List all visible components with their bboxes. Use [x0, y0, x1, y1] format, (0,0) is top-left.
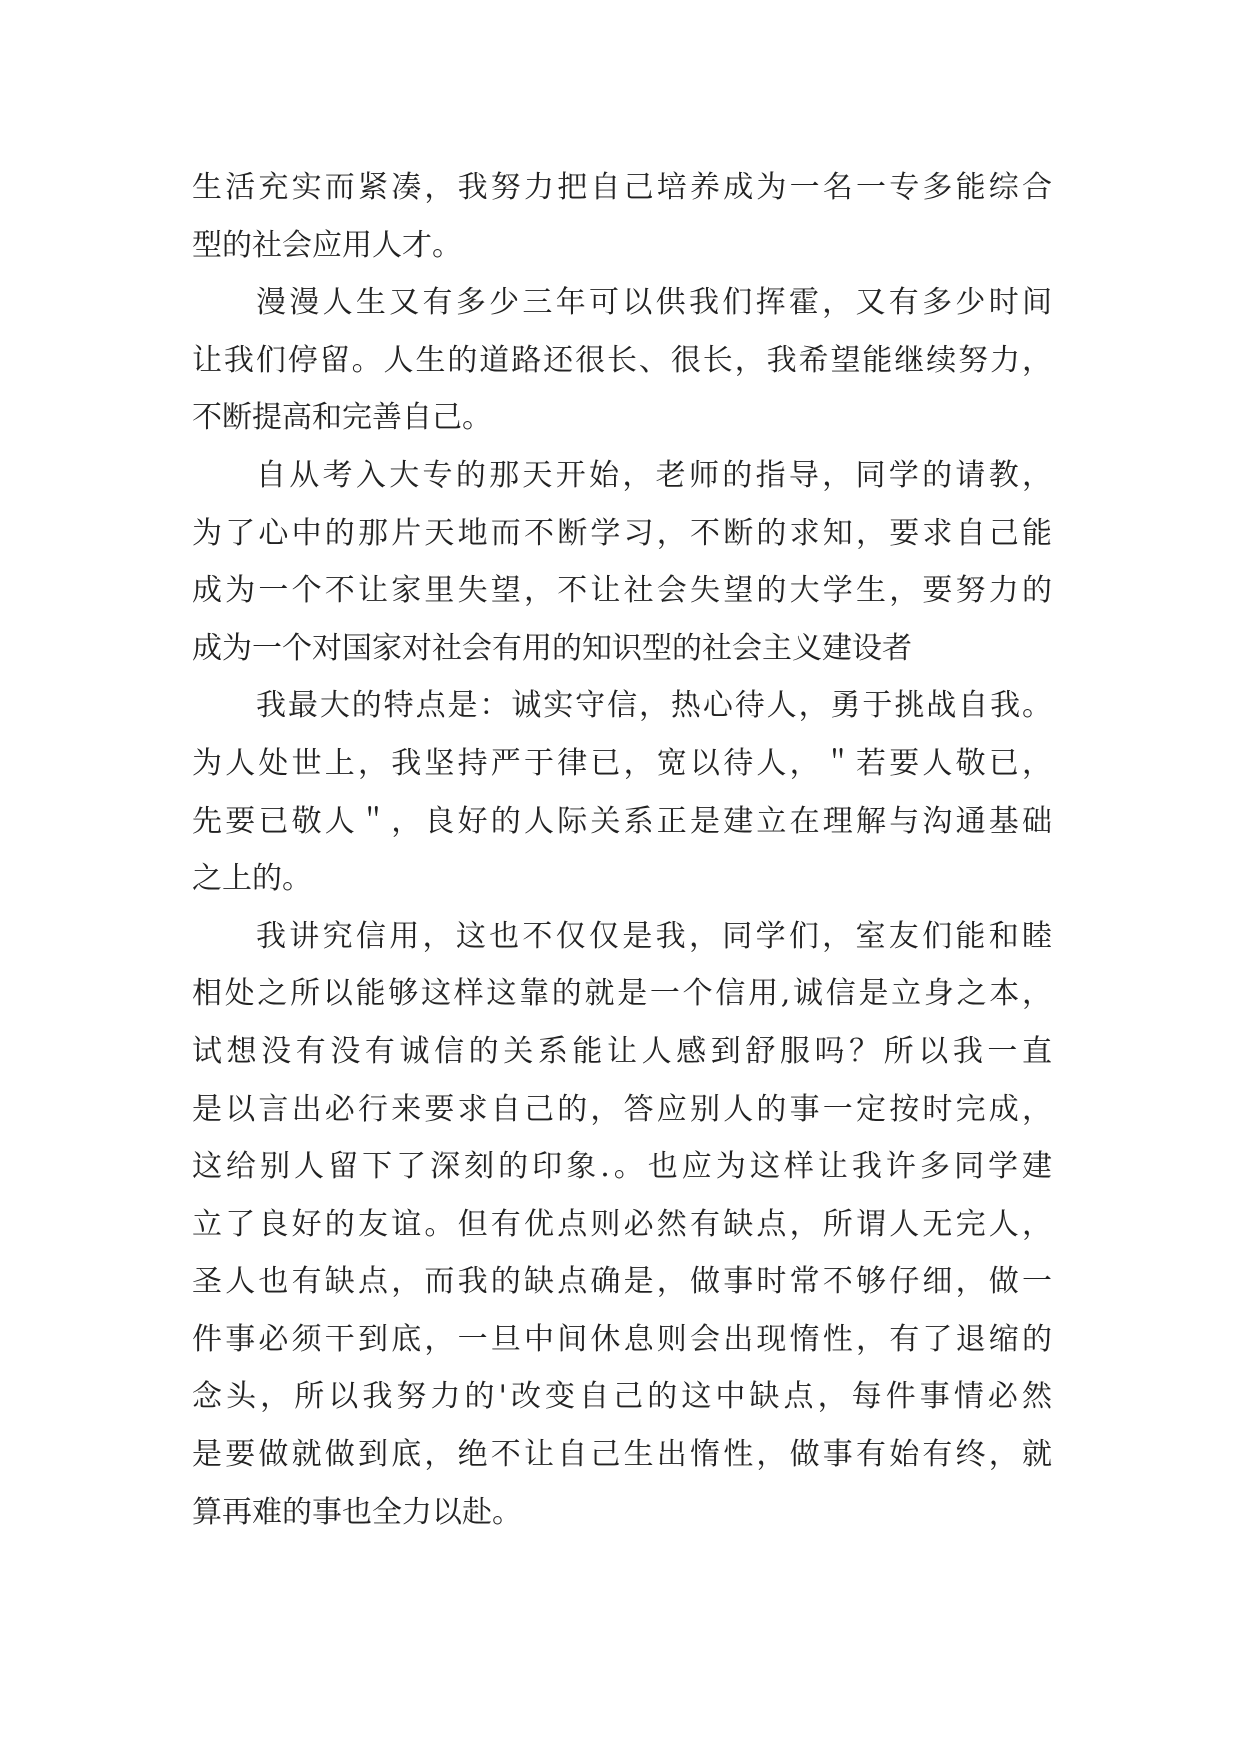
text-line: 之上的。	[192, 861, 312, 897]
paragraph-2	[192, 274, 1052, 447]
text-line: 我最大的特点是：诚实守信，热心待人，勇于挑战自我。	[256, 688, 1052, 724]
text-line: 试想没有没有诚信的关系能让人感到舒服吗？所以我一直	[192, 1033, 1052, 1069]
text-line: 念头，所以我努力的'改变自己的这中缺点，每件事情必然	[192, 1379, 1052, 1415]
text-line: 漫漫人生又有多少三年可以供我们挥霍，又有多少时间	[256, 285, 1052, 321]
paragraph-1	[192, 159, 1052, 274]
text-line: 让我们停留。人生的道路还很长、很长，我希望能继续努力，	[192, 342, 1052, 378]
text-line: 这给别人留下了深刻的印象.。也应为这样让我许多同学建	[192, 1149, 1052, 1185]
paragraph-5	[192, 908, 1052, 1542]
text-line: 圣人也有缺点，而我的缺点确是，做事时常不够仔细，做一	[192, 1264, 1052, 1300]
text-line: 自从考入大专的那天开始，老师的指导，同学的请教，	[256, 457, 1052, 493]
text-line: 我讲究信用，这也不仅仅是我，同学们，室友们能和睦	[256, 918, 1052, 954]
text-line: 不断提高和完善自己。	[192, 400, 492, 436]
text-line: 为了心中的那片天地而不断学习，不断的求知，要求自己能	[192, 515, 1052, 551]
text-line: 成为一个不让家里失望，不让社会失望的大学生，要努力的	[192, 573, 1052, 609]
document-body	[192, 159, 1052, 1541]
text-line: 算再难的事也全力以赴。	[192, 1494, 522, 1530]
paragraph-3	[192, 447, 1052, 677]
text-line: 件事必须干到底，一旦中间休息则会出现惰性，有了退缩的	[192, 1321, 1052, 1357]
text-line: 是以言出必行来要求自己的，答应别人的事一定按时完成，	[192, 1091, 1052, 1127]
text-line: 型的社会应用人才。	[192, 227, 462, 263]
text-line: 成为一个对国家对社会有用的知识型的社会主义建设者	[192, 630, 912, 666]
text-line: 是要做就做到底，绝不让自己生出惰性，做事有始有终，就	[192, 1437, 1052, 1473]
text-line: 立了良好的友谊。但有优点则必然有缺点，所谓人无完人，	[192, 1206, 1052, 1242]
text-line: 先要已敬人＂，良好的人际关系正是建立在理解与沟通基础	[192, 803, 1052, 839]
paragraph-4	[192, 677, 1052, 907]
text-line: 为人处世上，我坚持严于律已，宽以待人，＂若要人敬已，	[192, 745, 1052, 781]
text-line: 相处之所以能够这样这靠的就是一个信用,诚信是立身之本，	[192, 976, 1052, 1012]
text-line: 生活充实而紧凑，我努力把自己培养成为一名一专多能综合	[192, 170, 1052, 205]
